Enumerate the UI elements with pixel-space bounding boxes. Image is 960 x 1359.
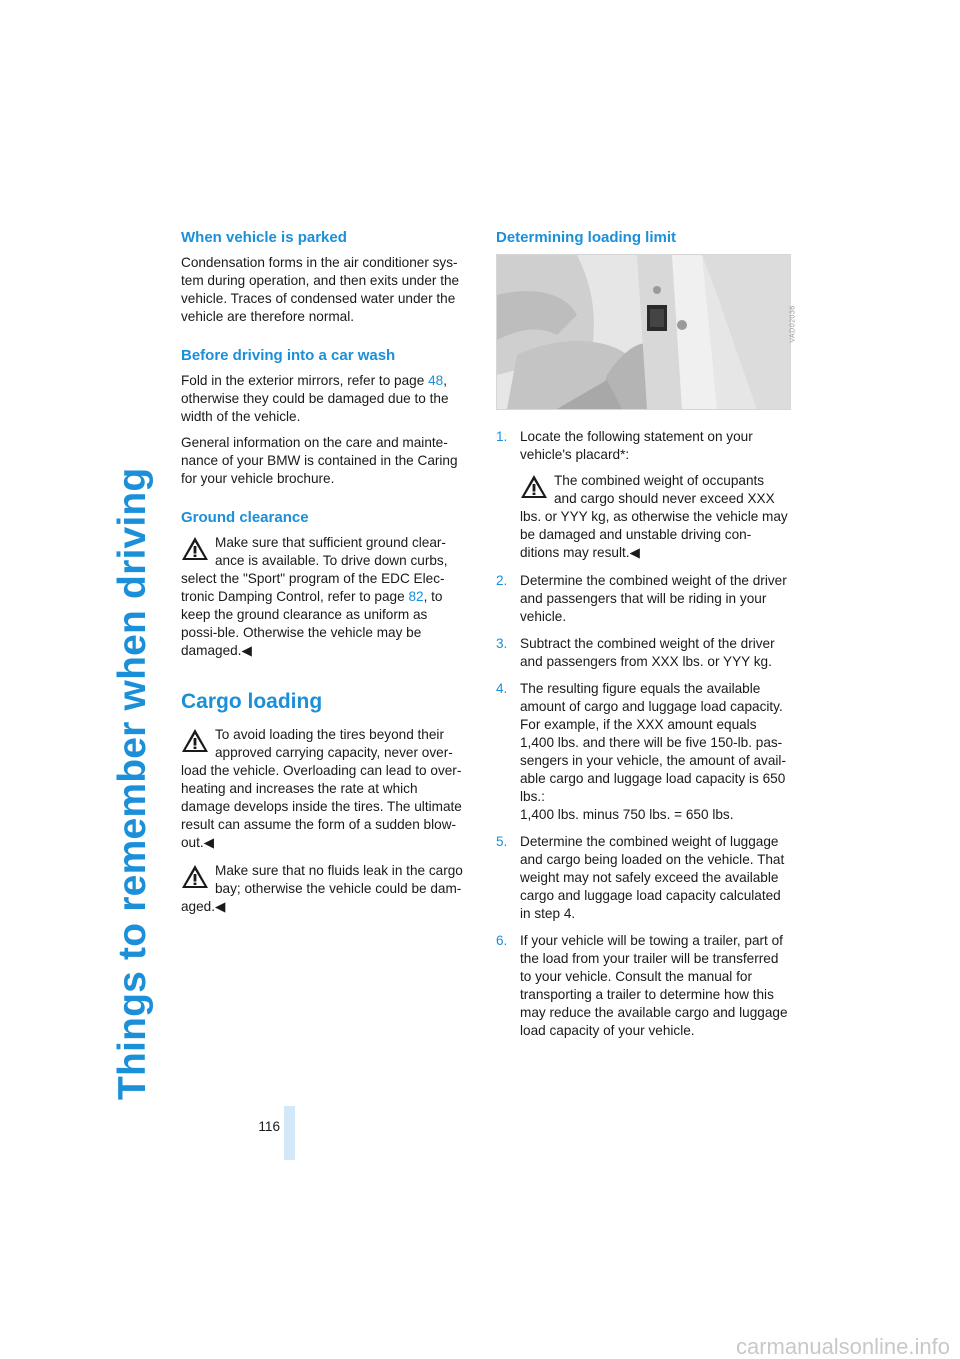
side-title: Things to remember when driving xyxy=(111,467,154,1100)
seat-door-pillar-image xyxy=(496,254,797,410)
heading-loading-limit: Determining loading limit xyxy=(496,229,677,246)
warning-triangle-icon xyxy=(181,536,215,562)
list-item: 3. Subtract the combined weight of the driver and passengers from XXX lbs. or YYY kg. xyxy=(496,636,775,669)
carwash-text-2: General information on the care and mainte-nance of your BMW is contained in the Caring for your vehicle brochure. xyxy=(181,435,458,486)
list-item: 6. If your vehicle will be towing a trailer, part of the load from your trailer will be transferred to your vehicle. Consult the manual for transporting a trailer to determine how this may reduce the available cargo and luggage load capacity of your vehicle. xyxy=(496,933,788,1038)
page-link-48[interactable]: 48 xyxy=(428,373,444,388)
heading-when-parked: When vehicle is parked xyxy=(181,229,347,246)
list-item: 2. Determine the combined weight of the driver and passengers that will be riding in your vehicle. xyxy=(496,573,787,624)
figure-code: VAD02036 xyxy=(789,305,797,343)
cargo-warning-2: Make sure that no fluids leak in the cargo bay; otherwise the vehicle could be dam-aged.◀ xyxy=(181,863,463,914)
page-number: 116 xyxy=(258,1119,280,1134)
warning-triangle-icon xyxy=(181,728,215,754)
clearance-warning: Make sure that sufficient ground clear-ance is available. To drive down curbs, select the "Sport" program of the EDC Elec-tronic Damping Control, refer to page 82, to keep the ground clearance as uniform as possi-ble. Otherwise the vehicle may be damaged.◀ xyxy=(181,535,448,658)
cargo-warning-1: To avoid loading the tires beyond their approved carrying capacity, never over-load the vehicle. Overloading can lead to over-heating and increases the rate at which damage develops inside the tires. The ultimate result can assume the form of a sudden blow-out.◀ xyxy=(181,727,462,850)
carwash-text-1: Fold in the exterior mirrors, refer to page 48, otherwise they could be damaged due to the width of the vehicle. xyxy=(181,373,449,424)
parked-text: Condensation forms in the air conditioner sys-tem during operation, and then exits under the vehicle. Traces of condensed water under the vehicle are therefore normal. xyxy=(181,255,460,324)
right-column xyxy=(496,228,797,1049)
heading-car-wash: Before driving into a car wash xyxy=(181,347,396,364)
list-item: 4. The resulting figure equals the available amount of cargo and luggage load capacity. For example, if the XXX amount equals 1,400 lbs. and there will be five 150-lb. pas-sengers in your vehicle, the amount of avail-able cargo and luggage load capacity is 650 lbs.: 1,400 lbs. minus 750 lbs. = 650 lbs. xyxy=(496,681,786,822)
left-column xyxy=(181,228,466,926)
heading-cargo-loading: Cargo loading xyxy=(181,690,323,713)
warning-triangle-icon xyxy=(181,864,215,890)
page-link-82[interactable]: 82 xyxy=(408,589,424,604)
list-item: 5. Determine the combined weight of luggage and cargo being loaded on the vehicle. That weight may not safely exceed the available cargo and luggage load capacity calculated in step 4. xyxy=(496,834,785,921)
heading-ground-clearance: Ground clearance xyxy=(181,509,309,526)
page-marker-bar xyxy=(284,1106,295,1160)
warning-triangle-icon xyxy=(520,474,554,500)
list-item: 1. Locate the following statement on your vehicle's placard*: The combined weight of occupants and cargo should never exceed XXX lbs. or YYY kg, as otherwise the vehicle may be damaged and unstable driving con-ditions may result.◀ xyxy=(496,429,788,560)
loading-steps-list xyxy=(496,428,789,1040)
watermark: carmanualsonline.info xyxy=(735,1334,950,1359)
placard-warning: The combined weight of occupants and cargo should never exceed XXX lbs. or YYY kg, as otherwise the vehicle may be damaged and unstable driving con-ditions may result.◀ xyxy=(520,473,788,560)
